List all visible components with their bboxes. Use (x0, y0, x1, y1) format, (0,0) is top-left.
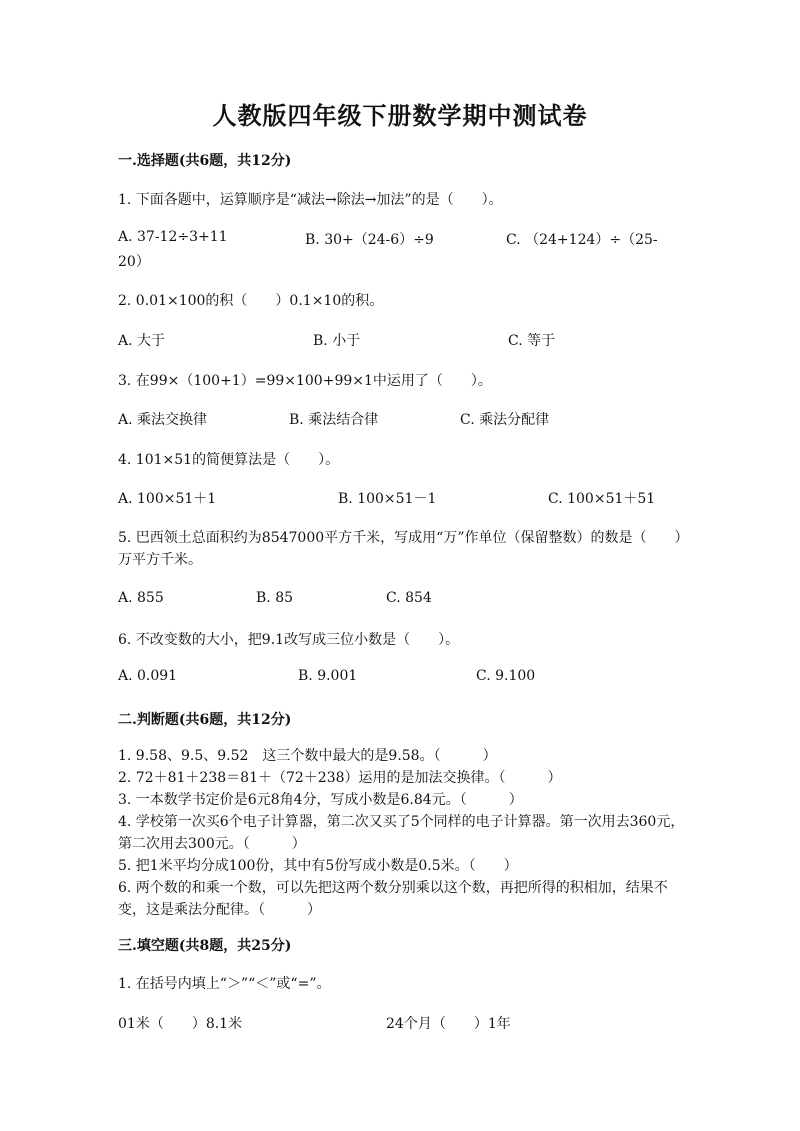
list-item: 1. 9.58、9.5、9.52 这三个数中最大的是9.58。（ ） (118, 748, 497, 764)
question-text: 6. 不改变数的大小，把9.1改写成三位小数是（ ）。 (118, 632, 460, 648)
list-item: 3. 一本数学书定价是6元8角4分，写成小数是6.84元。（ ） (118, 792, 523, 808)
option-c: C. 等于 (508, 333, 556, 349)
question-text: 5. 巴西领土总面积约为8547000平方千米，写成用“万”作单位（保留整数）的数是（ ）万平方千米。 (118, 530, 682, 568)
option-b: B. 30+（24-6）÷9 (305, 232, 434, 248)
option-c-continued: 20） (118, 254, 150, 270)
section-heading-judge: 二.判断题(共6题，共12分) (118, 712, 292, 728)
question-text: 1. 下面各题中，运算顺序是“减法→除法→加法”的是（ ）。 (118, 192, 503, 208)
option-b: B. 乘法结合律 (289, 412, 379, 428)
page-title: 人教版四年级下册数学期中测试卷 (212, 101, 588, 130)
option-a: A. 乘法交换律 (118, 412, 208, 428)
option-a: A. 大于 (118, 333, 166, 349)
option-a: A. 0.091 (118, 668, 178, 684)
option-c: C. （24+124）÷（25- (506, 232, 658, 248)
question-text: 1. 在括号内填上“＞”“＜”或“=”。 (118, 976, 331, 992)
option-c: C. 100×51＋51 (548, 491, 656, 507)
section-heading-fill: 三.填空题(共8题，共25分) (118, 938, 292, 954)
fill-blank-item: 24个月（ ）1年 (386, 1016, 511, 1032)
option-c: C. 854 (386, 590, 432, 606)
question-text: 4. 101×51的简便算法是（ ）。 (118, 452, 340, 468)
section-heading-choice: 一.选择题(共6题，共12分) (118, 153, 292, 169)
question-text: 3. 在99×（100+1）=99×100+99×1中运用了（ ）。 (118, 373, 492, 389)
option-b: B. 100×51－1 (338, 491, 437, 507)
option-a: A. 855 (118, 590, 164, 606)
list-item: 2. 72＋81＋238＝81＋（72＋238）运用的是加法交换律。（ ） (118, 770, 562, 786)
option-a: A. 100×51＋1 (118, 491, 217, 507)
list-item: 6. 两个数的和乘一个数，可以先把这两个数分别乘以这个数，再把所得的积相加，结果不变，这是乘法分配律。（ ） (118, 880, 668, 918)
option-b: B. 9.001 (298, 668, 358, 684)
option-b: B. 85 (256, 590, 294, 606)
fill-blank-item: 01米（ ）8.1米 (118, 1016, 243, 1032)
list-item: 4. 学校第一次买6个电子计算器，第二次又买了5个同样的电子计算器。第一次用去360元，第二次用去300元。（ ） (118, 814, 685, 852)
question-text: 2. 0.01×100的积（ ）0.1×10的积。 (118, 293, 384, 309)
option-c: C. 乘法分配律 (460, 412, 550, 428)
option-a: A. 37-12÷3+11 (118, 229, 228, 245)
option-b: B. 小于 (313, 333, 361, 349)
option-c: C. 9.100 (476, 668, 536, 684)
list-item: 5. 把1米平均分成100份，其中有5份写成小数是0.5米。（ ） (118, 858, 518, 874)
